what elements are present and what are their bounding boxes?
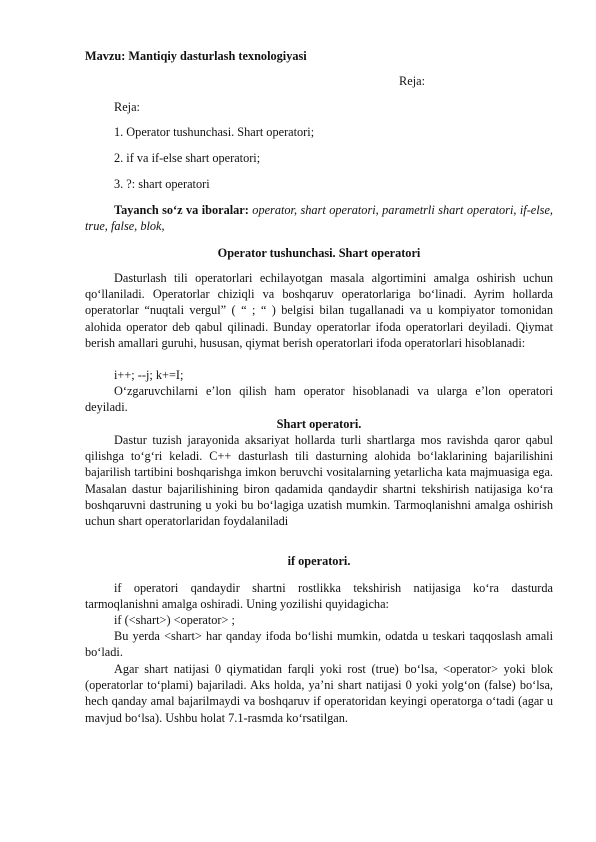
paragraph-shart: Dastur tuzish jarayonida aksariyat hollarda turli shartlarga mos ravishda qaror qabul qilishga to‘g‘ri keladi. C++ dasturlash tili dasturning alohida bo‘laklarining bajarilishini bajarilish tartibini boshqarishga imkon beruvchi vositalarning yetarlicha kata majmuasiga ega. Masalan dastur bajarilishining biron qadamida qandaydir shartni tekshirish natijasiga ko‘ra boshqaruvni dastruning u yoki bu bo‘lagiga uzatish mumkin. Tarmoqlanishni amalga oshirish uchun shart operatorlaridan foydalaniladi [85, 433, 553, 529]
page-title: Mavzu: Mantiqiy dasturlash texnologiyasi [85, 49, 307, 63]
keywords-label: Tayanch so‘z va iboralar: [114, 203, 249, 217]
if-syntax: if (<shart>) <operator> ; [114, 613, 235, 627]
code-example: i++; --j; k+=I; [114, 368, 184, 382]
paragraph-if: if operatori qandaydir shartni rostlikka tekshirish natijasiga ko‘ra dasturda tarmoqlanishni amalga oshiradi. Uning yozilishi quyidagicha: [85, 581, 553, 612]
section-heading-operator: Operator tushunchasi. Shart operatori [217, 246, 421, 260]
paragraph-declaration: O‘zgaruvchilarni e’lon qilish ham operator hisoblanadi va ularga e’lon operatori deyiladi. [85, 384, 553, 415]
plan-label: Reja: [114, 100, 140, 114]
paragraph-operators: Dasturlash tili operatorlari echilayotgan masala algortimini amalga oshirish uchun qo‘llaniladi. Operatorlar chiziqli va boshqaruv operatorlariga bo‘linadi. Ayrim hollarda operatorlar “nuqtali vergul” ( “ ; “ ) belgisi bilan tugallanadi va u kompiyator tomonidan alohida operator deb qabul qilinadi. Bunday operatorlar ifoda operatorlari deyiladi. Qiymat berish amallari guruhi, hususan, qiymat berish operatorlari ifoda operatorlari hisoblanadi: [85, 271, 553, 350]
plan-item-1: 1. Operator tushunchasi. Shart operatori; [114, 125, 315, 139]
keywords-text: operator, shart operatori, parametrli shart operatori, if-else, true, false, blok, [85, 203, 553, 234]
section-heading-shart: Shart operatori. [276, 417, 362, 431]
keywords [85, 202, 553, 234]
plan-heading: Reja: [399, 74, 425, 88]
plan-item-3: 3. ?: shart operatori [114, 177, 210, 191]
paragraph-shart-expression: Bu yerda <shart> har qanday ifoda bo‘lishi mumkin, odatda u teskari taqqoslash amali bo‘ladi. [85, 629, 553, 660]
plan-item-2: 2. if va if-else shart operatori; [114, 151, 261, 165]
section-heading-if: if operatori. [287, 554, 351, 568]
paragraph-true-false: Agar shart natijasi 0 qiymatidan farqli yoki rost (true) bo‘lsa, <operator> yoki blok (operatorlar to‘plami) bajariladi. Aks holda, ya’ni shart natijasi 0 yoki yolg‘on (false) bo‘lsa, hech qanday amal bajarilmaydi va boshqaruv if operatoridan keyingi operatorga o‘tadi (agar u mavjud bo‘lsa). Ushbu holat 7.1-rasmda ko‘rsatilgan. [85, 662, 553, 725]
